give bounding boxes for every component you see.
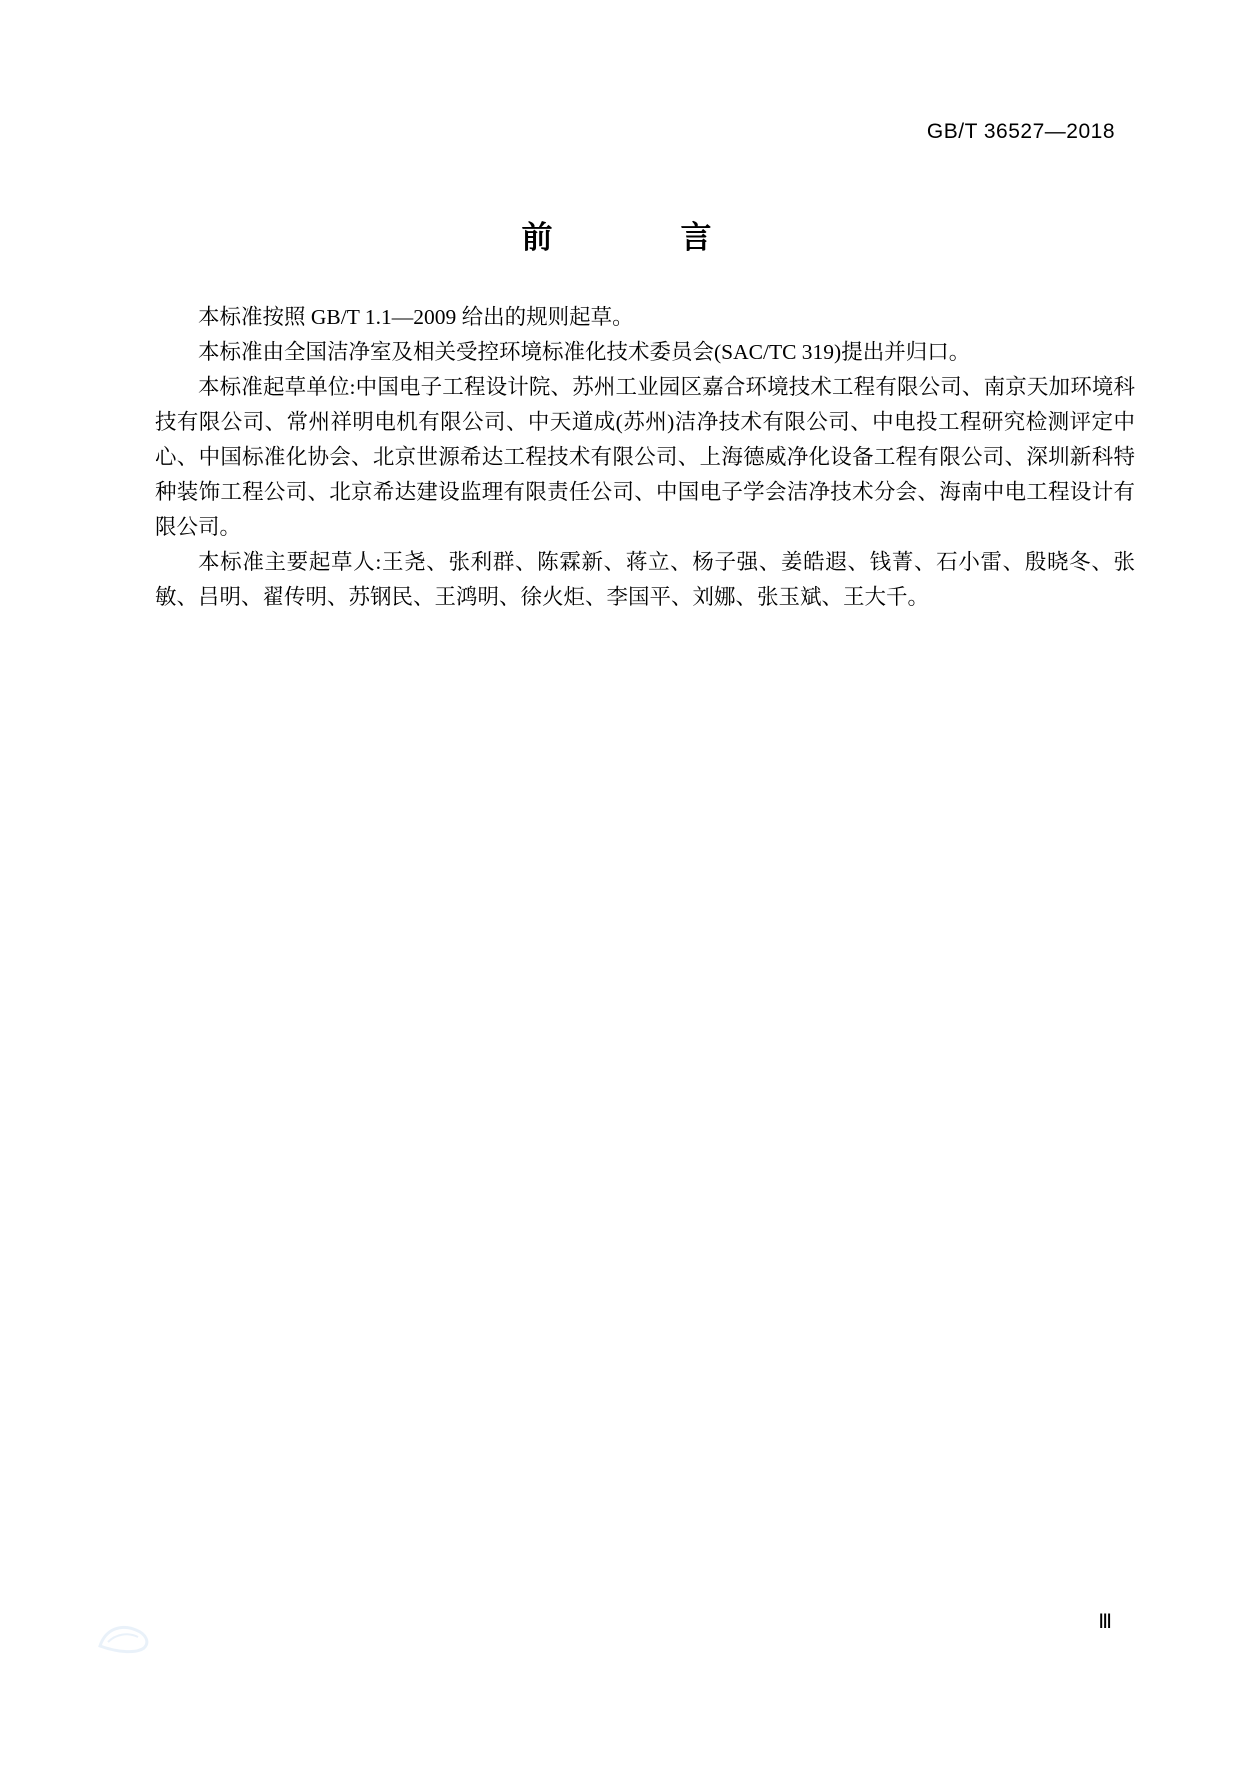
- paragraph: 本标准由全国洁净室及相关受控环境标准化技术委员会(SAC/TC 319)提出并归口。: [198, 340, 971, 364]
- page-title: 前 言: [521, 220, 734, 255]
- page-number: Ⅲ: [1098, 1611, 1113, 1633]
- paragraph: 本标准起草单位:中国电子工程设计院、苏州工业园区嘉合环境技术工程有限公司、南京天加环境科技有限公司、常州祥明电机有限公司、中天道成(苏州)洁净技术有限公司、中电投工程研究检测评定中心、中国标准化协会、北京世源希达工程技术有限公司、上海德威净化设备工程有限公司、深圳新科特种装饰工程公司、北京希达建设监理有限责任公司、中国电子学会洁净技术分会、海南中电工程设计有限公司。: [155, 375, 1135, 539]
- standard-number-header: GB/T 36527—2018: [926, 120, 1115, 143]
- paragraph: 本标准主要起草人:王尧、张利群、陈霖新、蒋立、杨子强、姜皓遐、钱菁、石小雷、殷晓冬、张敏、吕明、翟传明、苏钢民、王鸿明、徐火炬、李国平、刘娜、张玉斌、王大千。: [155, 550, 1135, 609]
- foreword-body: [155, 300, 1135, 615]
- watermark-mark: [96, 1620, 156, 1654]
- paragraph: 本标准按照 GB/T 1.1—2009 给出的规则起草。: [198, 305, 634, 329]
